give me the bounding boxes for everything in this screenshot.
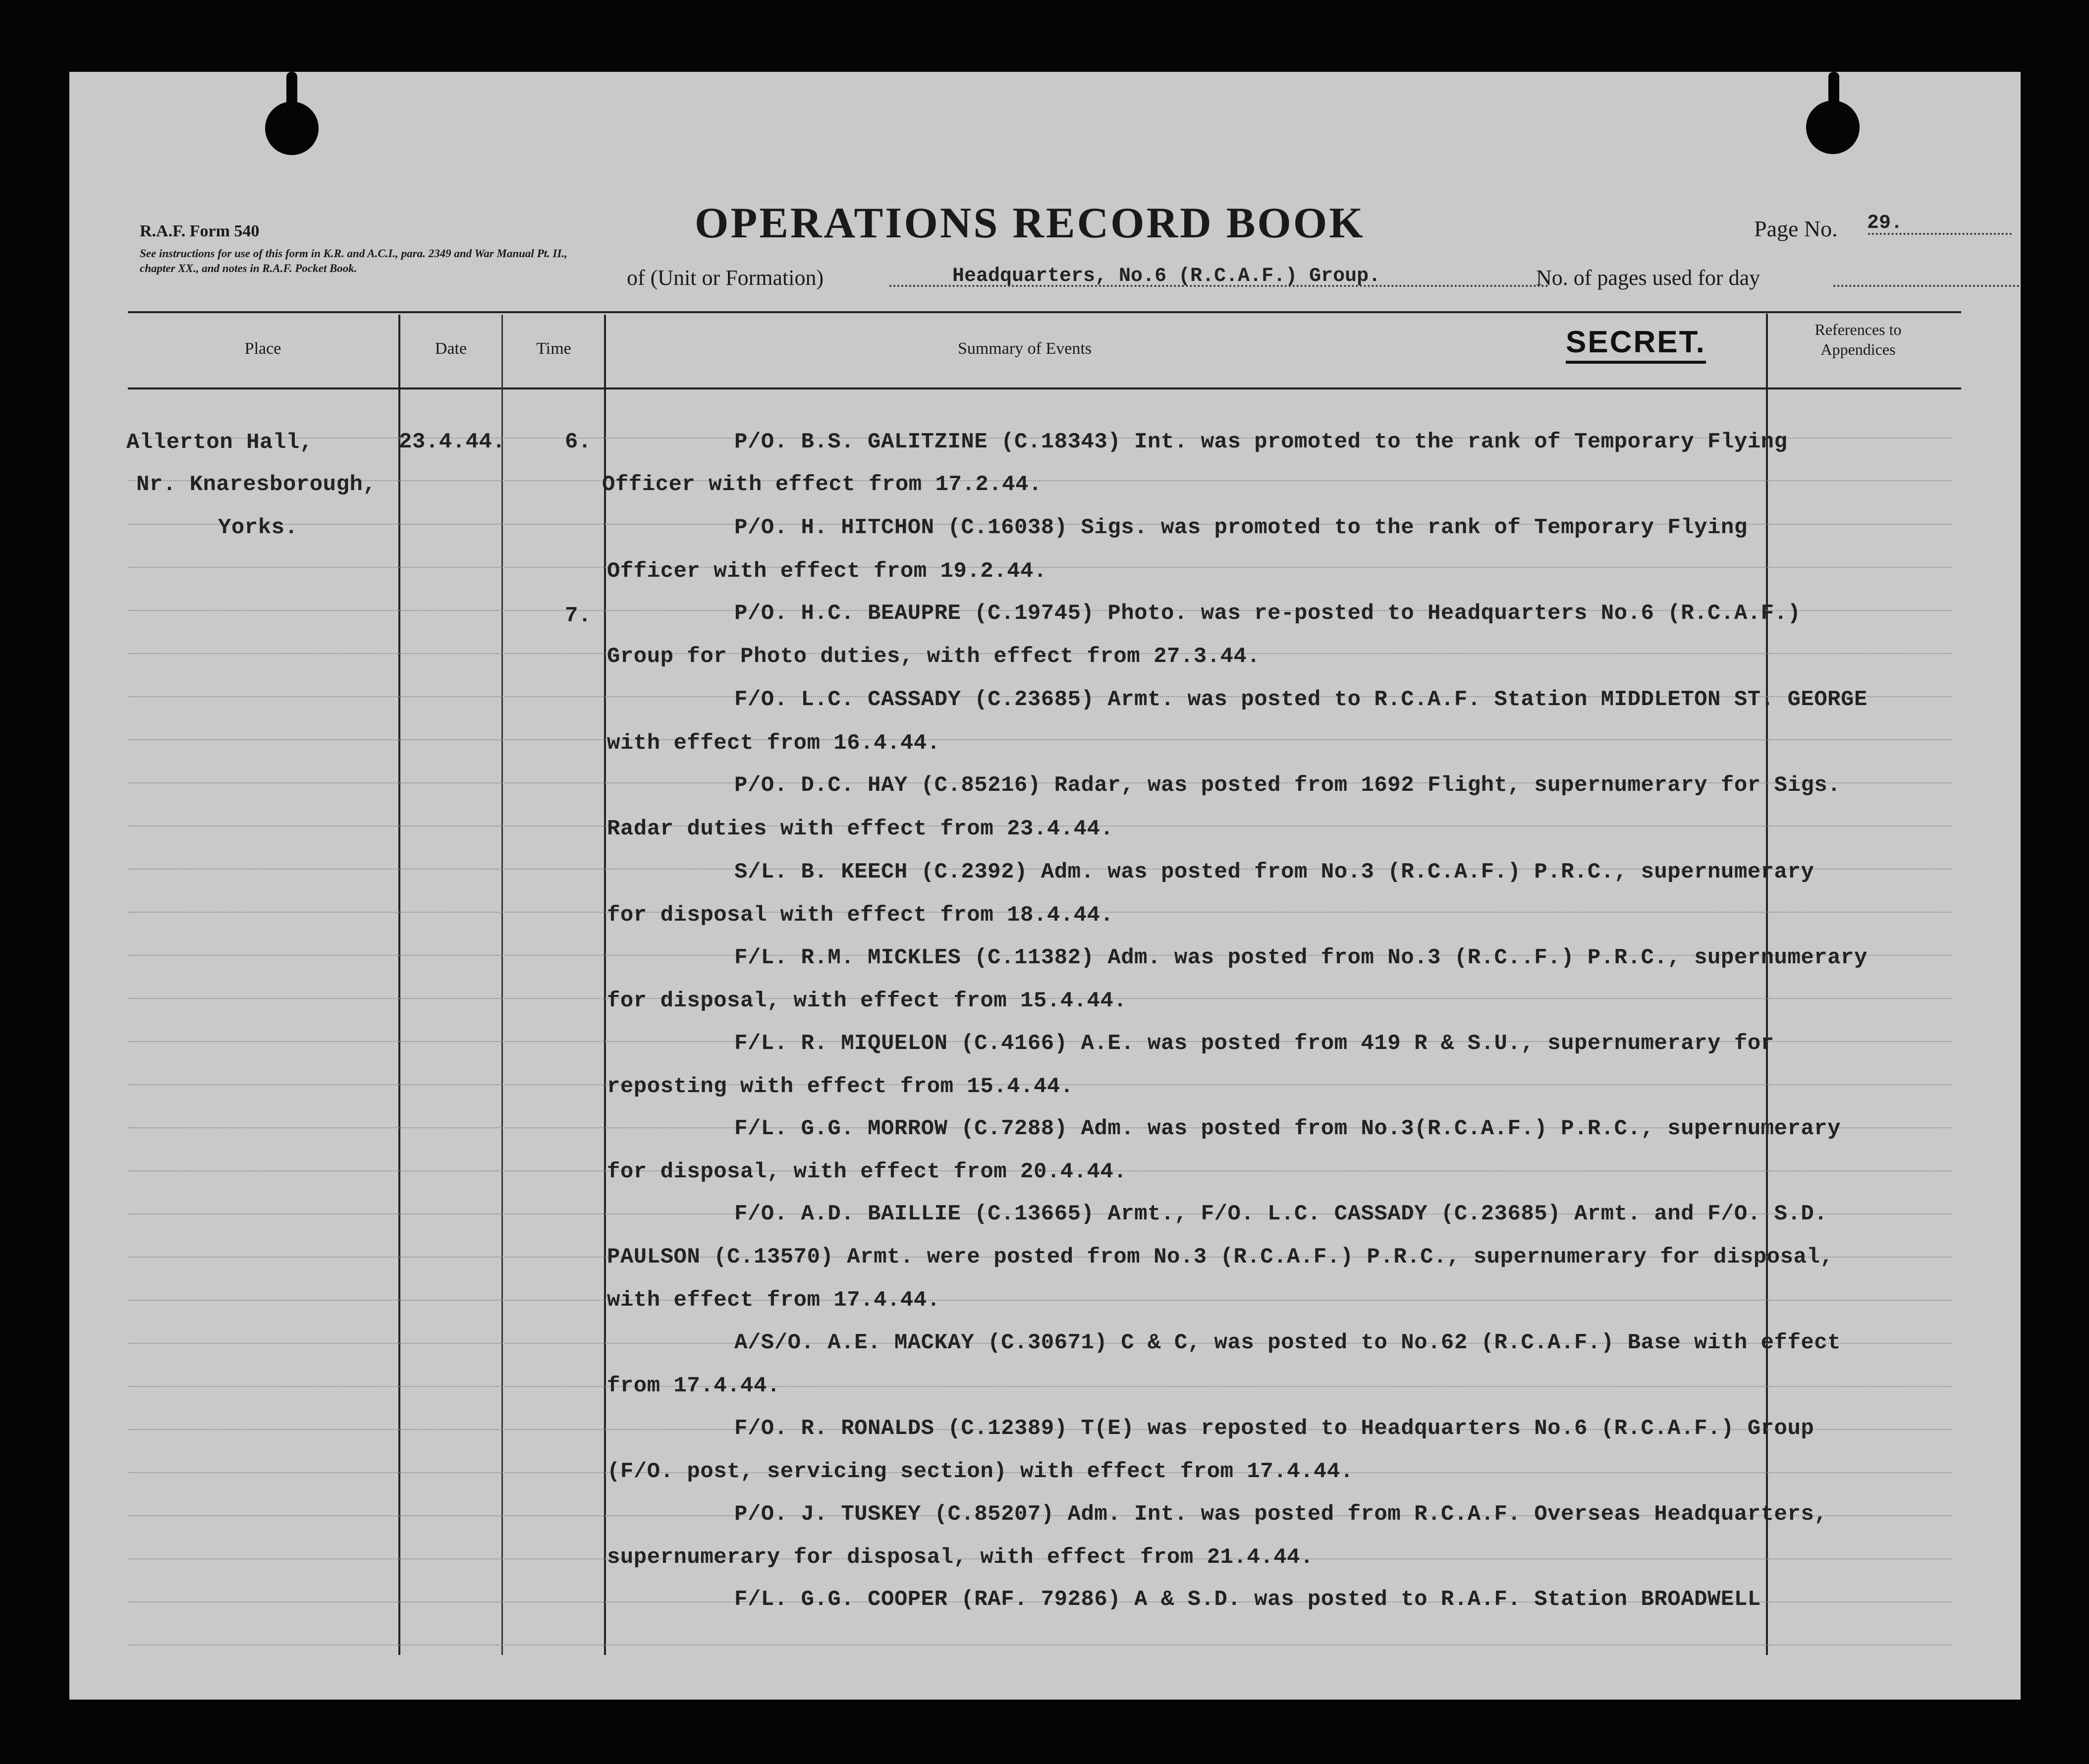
place-line: Nr. Knaresborough, xyxy=(136,472,377,497)
form-number: R.A.F. Form 540 xyxy=(140,222,260,240)
page-number-value: 29. xyxy=(1867,212,1903,234)
page-number-label: Page No. xyxy=(1754,216,1838,241)
secret-stamp: SECRET. xyxy=(1566,325,1706,364)
summary-line: S/L. B. KEECH (C.2392) Adm. was posted from No.3 (R.C.A.F.) P.R.C., supernumerary xyxy=(734,860,1814,884)
time-column-header: Time xyxy=(536,339,571,358)
ruled-line xyxy=(128,1645,1951,1646)
entry-time: 7. xyxy=(565,604,592,628)
table-top-rule xyxy=(128,311,1961,313)
summary-line: F/L. G.G. COOPER (RAF. 79286) A & S.D. was posted to R.A.F. Station BROADWELL xyxy=(734,1587,1761,1612)
summary-line: F/L. G.G. MORROW (C.7288) Adm. was posted from No.3(R.C.A.F.) P.R.C., supernumerary xyxy=(734,1116,1841,1141)
summary-line: for disposal, with effect from 20.4.44. xyxy=(607,1159,1127,1184)
place-line: Yorks. xyxy=(218,515,298,540)
summary-line: F/L. R. MIQUELON (C.4166) A.E. was posted from 419 R & S.U., supernumerary for xyxy=(734,1031,1774,1056)
summary-line: F/L. R.M. MICKLES (C.11382) Adm. was posted from No.3 (R.C..F.) P.R.C., supernumerary xyxy=(734,945,1868,970)
summary-line: Officer with effect from 17.2.44. xyxy=(602,472,1042,497)
punch-hole-right xyxy=(1806,101,1860,154)
summary-line: with effect from 16.4.44. xyxy=(607,731,940,756)
summary-line: supernumerary for disposal, with effect from 21.4.44. xyxy=(607,1545,1314,1570)
time-summary-divider xyxy=(604,315,606,1655)
pages-used-label: No. of pages used for day xyxy=(1536,266,1760,290)
ruled-line xyxy=(128,1386,1951,1387)
summary-line: F/O. L.C. CASSADY (C.23685) Armt. was posted to R.C.A.F. Station MIDDLETON ST. GEORGE xyxy=(734,687,1868,712)
pages-used-rule xyxy=(1833,285,2019,287)
place-line: Allerton Hall, xyxy=(126,430,313,455)
summary-line: Group for Photo duties, with effect from 27.3.44. xyxy=(607,644,1261,669)
ruled-line xyxy=(128,1300,1951,1301)
summary-line: with effect from 17.4.44. xyxy=(607,1288,940,1313)
document-title: OPERATIONS RECORD BOOK xyxy=(695,199,1365,247)
date-column-header: Date xyxy=(435,339,467,358)
summary-line: reposting with effect from 15.4.44. xyxy=(607,1074,1074,1099)
summary-line: P/O. B.S. GALITZINE (C.18343) Int. was promoted to the rank of Temporary Flying xyxy=(734,430,1788,454)
summary-line: PAULSON (C.13570) Armt. were posted from No.3 (R.C.A.F.) P.R.C., supernumerary for disposal, xyxy=(607,1245,1834,1269)
summary-line: from 17.4.44. xyxy=(607,1374,780,1398)
summary-line: (F/O. post, servicing section) with effect from 17.4.44. xyxy=(607,1459,1354,1484)
unit-label: of (Unit or Formation) xyxy=(627,266,824,290)
summary-references-divider xyxy=(1766,314,1768,1655)
place-date-divider xyxy=(398,315,400,1655)
form-instructions: See instructions for use of this form in K.R. and A.C.I., para. 2349 and War Manual Pt. II., chapter XX., and notes in R.A.F. Pocket Book. xyxy=(140,247,567,275)
header-bottom-rule xyxy=(128,387,1961,389)
references-column-header: References to Appendices xyxy=(1814,321,1902,358)
entry-date: 23.4.44. xyxy=(399,430,506,454)
summary-line: Officer with effect from 19.2.44. xyxy=(607,559,1047,584)
summary-line: for disposal with effect from 18.4.44. xyxy=(607,903,1114,928)
summary-line: F/O. R. RONALDS (C.12389) T(E) was reposted to Headquarters No.6 (R.C.A.F.) Group xyxy=(734,1416,1814,1441)
summary-line: P/O. H. HITCHON (C.16038) Sigs. was promoted to the rank of Temporary Flying xyxy=(734,515,1748,540)
form-sheet xyxy=(69,72,2021,1700)
summary-line: A/S/O. A.E. MACKAY (C.30671) C & C, was posted to No.62 (R.C.A.F.) Base with effect xyxy=(734,1330,1841,1355)
ruled-line xyxy=(128,739,1951,740)
summary-line: F/O. A.D. BAILLIE (C.13665) Armt., F/O. L.C. CASSADY (C.23685) Armt. and F/O. S.D. xyxy=(734,1202,1828,1226)
place-column-header: Place xyxy=(244,339,281,358)
summary-line: for disposal, with effect from 15.4.44. xyxy=(607,989,1127,1013)
summary-line: P/O. J. TUSKEY (C.85207) Adm. Int. was posted from R.C.A.F. Overseas Headquarters, xyxy=(734,1502,1828,1527)
date-time-divider xyxy=(501,315,503,1655)
summary-line: P/O. H.C. BEAUPRE (C.19745) Photo. was re-posted to Headquarters No.6 (R.C.A.F.) xyxy=(734,601,1801,626)
summary-line: Radar duties with effect from 23.4.44. xyxy=(607,817,1114,841)
entry-time: 6. xyxy=(565,430,592,454)
summary-column-header: Summary of Events xyxy=(957,339,1092,358)
summary-line: P/O. D.C. HAY (C.85216) Radar, was posted from 1692 Flight, supernumerary for Sigs. xyxy=(734,773,1841,798)
punch-hole-left xyxy=(265,102,319,155)
unit-value: Headquarters, No.6 (R.C.A.F.) Group. xyxy=(952,265,1381,287)
